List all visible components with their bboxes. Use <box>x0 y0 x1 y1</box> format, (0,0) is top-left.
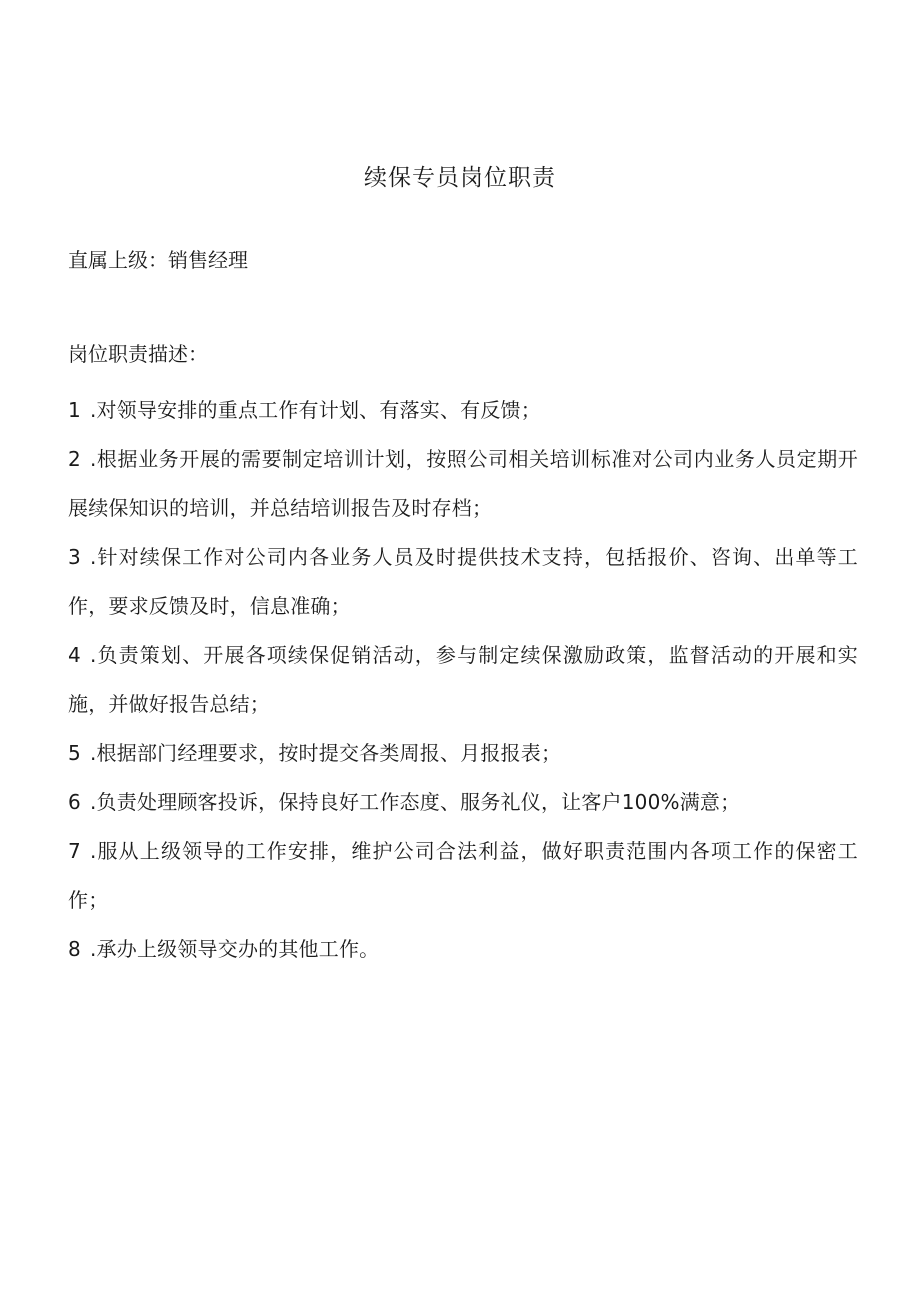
duty-item-5 <box>68 729 858 778</box>
duty-number: 3 <box>68 545 81 569</box>
duty-item-2 <box>68 435 858 533</box>
duty-text: .服从上级领导的工作安排，维护公司合法利益，做好职责范围内各项工作的保密工作； <box>68 839 858 912</box>
duty-text: .负责策划、开展各项续保促销活动，参与制定续保激励政策，监督活动的开展和实施，并做好报告总结； <box>68 643 858 716</box>
duty-number: 2 <box>68 447 81 471</box>
duties-label: 岗位职责描述： <box>68 342 208 366</box>
document-title: 续保专员岗位职责 <box>364 165 556 191</box>
duty-number: 8 <box>68 937 81 961</box>
duty-text: .承办上级领导交办的其他工作。 <box>90 937 380 961</box>
duty-item-3 <box>68 533 858 631</box>
duty-text: .根据业务开展的需要制定培训计划，按照公司相关培训标准对公司内业务人员定期开展续保知识的培训，并总结培训报告及时存档； <box>68 447 858 520</box>
duty-item-4 <box>68 631 858 729</box>
direct-superior: 直属上级：销售经理 <box>68 248 248 272</box>
duty-item-7 <box>68 827 858 925</box>
duty-text: .根据部门经理要求，按时提交各类周报、月报报表； <box>90 741 562 765</box>
duties-section <box>68 337 858 974</box>
duty-text: .针对续保工作对公司内各业务人员及时提供技术支持，包括报价、咨询、出单等工作，要求反馈及时，信息准确； <box>68 545 858 618</box>
duty-text: .负责处理顾客投诉，保持良好工作态度、服务礼仪，让客户100%满意； <box>90 790 741 814</box>
duty-number: 7 <box>68 839 81 863</box>
duty-number: 6 <box>68 790 81 814</box>
duty-number: 1 <box>68 398 81 422</box>
duty-text: .对领导安排的重点工作有计划、有落实、有反馈； <box>90 398 541 422</box>
duty-item-6 <box>68 778 858 827</box>
duty-number: 5 <box>68 741 81 765</box>
duty-number: 4 <box>68 643 81 667</box>
duty-item-8 <box>68 925 858 974</box>
duty-item-1 <box>68 386 858 435</box>
